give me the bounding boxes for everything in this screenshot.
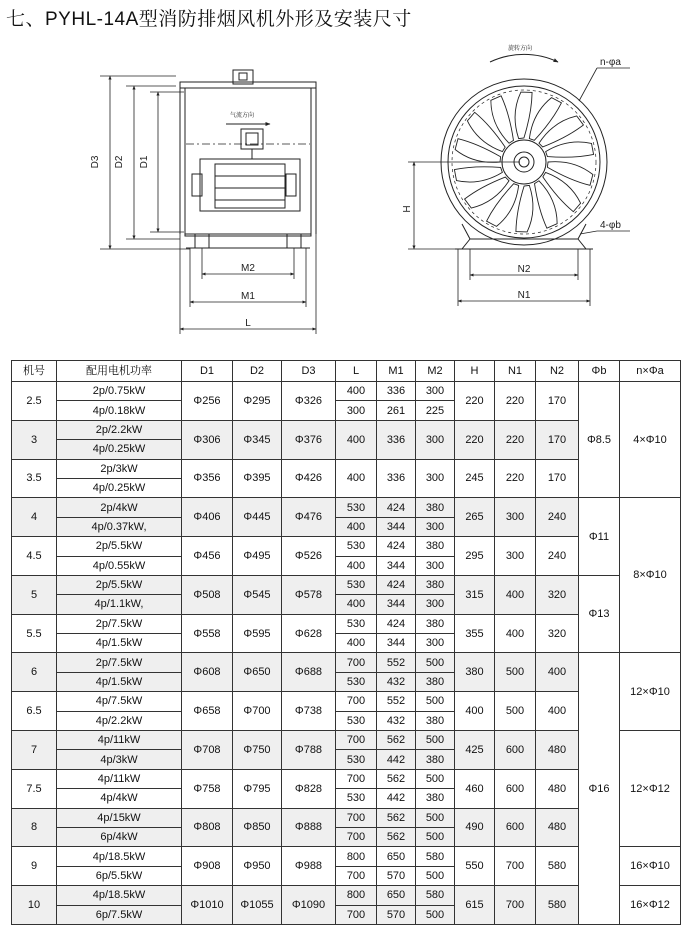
cell-m2: 500	[416, 653, 455, 672]
cell-l: 400	[336, 517, 377, 536]
cell-m2: 300	[416, 595, 455, 614]
cell-m2: 500	[416, 692, 455, 711]
cell-m2: 500	[416, 827, 455, 846]
cell-d1: Φ658	[182, 692, 233, 731]
cell-m1: 424	[377, 614, 416, 633]
cell-m2: 500	[416, 866, 455, 885]
cell-l: 800	[336, 886, 377, 905]
cell-d1: Φ908	[182, 847, 233, 886]
cell-n2: 320	[536, 575, 579, 614]
cell-d3: Φ526	[282, 537, 336, 576]
cell-model: 8	[12, 808, 57, 847]
cell-n-phi-a: 12×Φ12	[620, 731, 681, 847]
cell-n2: 320	[536, 614, 579, 653]
cell-m1: 570	[377, 866, 416, 885]
cell-model: 9	[12, 847, 57, 886]
cell-n2: 580	[536, 886, 579, 925]
cell-model: 7.5	[12, 769, 57, 808]
cell-m2: 380	[416, 711, 455, 730]
cell-m1: 552	[377, 653, 416, 672]
cell-n2: 170	[536, 459, 579, 498]
cell-n2: 580	[536, 847, 579, 886]
cell-m2: 500	[416, 731, 455, 750]
column-header: D2	[233, 361, 282, 382]
cell-m1: 562	[377, 731, 416, 750]
cell-n2: 480	[536, 731, 579, 770]
cell-n1: 220	[495, 459, 536, 498]
cell-n1: 500	[495, 653, 536, 692]
cell-m1: 424	[377, 498, 416, 517]
cell-d3: Φ1090	[282, 886, 336, 925]
cell-n1: 700	[495, 886, 536, 925]
cell-d2: Φ1055	[233, 886, 282, 925]
cell-motor-power: 6p/4kW	[57, 827, 182, 846]
cell-l: 530	[336, 537, 377, 556]
cell-l: 300	[336, 401, 377, 420]
cell-motor-power: 2p/2.2kW	[57, 420, 182, 439]
cell-model: 2.5	[12, 382, 57, 421]
table-header-row	[12, 361, 681, 382]
cell-n1: 300	[495, 498, 536, 537]
cell-motor-power: 4p/1.5kW	[57, 672, 182, 691]
cell-d2: Φ950	[233, 847, 282, 886]
cell-m2: 300	[416, 517, 455, 536]
cell-n2: 480	[536, 769, 579, 808]
cell-motor-power: 4p/1.5kW	[57, 634, 182, 653]
cell-m1: 432	[377, 711, 416, 730]
cell-motor-power: 4p/2.2kW	[57, 711, 182, 730]
cell-l: 400	[336, 556, 377, 575]
cell-m1: 570	[377, 905, 416, 924]
impeller-blade	[516, 185, 533, 232]
dim-label-d1: D1	[139, 155, 150, 169]
cell-phi-b: Φ8.5	[579, 382, 620, 498]
column-header: H	[455, 361, 495, 382]
cell-m1: 562	[377, 769, 416, 788]
cell-n1: 600	[495, 769, 536, 808]
cell-phi-b: Φ16	[579, 653, 620, 924]
cell-d3: Φ888	[282, 808, 336, 847]
motor-box	[241, 129, 263, 149]
cell-phi-b: Φ13	[579, 575, 620, 653]
cell-m2: 500	[416, 905, 455, 924]
cell-l: 700	[336, 692, 377, 711]
cell-n1: 400	[495, 614, 536, 653]
cell-m2: 300	[416, 556, 455, 575]
cell-n1: 500	[495, 692, 536, 731]
cell-l: 400	[336, 382, 377, 401]
cell-model: 4	[12, 498, 57, 537]
cell-h: 315	[455, 575, 495, 614]
dim-label-h: H	[402, 205, 413, 213]
cell-model: 10	[12, 886, 57, 925]
cell-m1: 344	[377, 517, 416, 536]
cell-model: 6.5	[12, 692, 57, 731]
cell-d2: Φ795	[233, 769, 282, 808]
cell-m1: 261	[377, 401, 416, 420]
cell-model: 6	[12, 653, 57, 692]
cell-model: 3.5	[12, 459, 57, 498]
cell-d3: Φ988	[282, 847, 336, 886]
cell-l: 700	[336, 653, 377, 672]
cell-d3: Φ628	[282, 614, 336, 653]
column-header: D1	[182, 361, 233, 382]
cell-l: 530	[336, 672, 377, 691]
cell-m1: 336	[377, 459, 416, 498]
cell-d1: Φ508	[182, 575, 233, 614]
cell-l: 530	[336, 711, 377, 730]
cell-motor-power: 4p/0.18kW	[57, 401, 182, 420]
cell-h: 615	[455, 886, 495, 925]
dim-label-d3: D3	[90, 155, 101, 169]
column-header: D3	[282, 361, 336, 382]
column-header: 机号	[12, 361, 57, 382]
cell-n-phi-a: 16×Φ10	[620, 847, 681, 886]
cell-m2: 380	[416, 614, 455, 633]
table-body	[12, 382, 681, 925]
cell-l: 400	[336, 634, 377, 653]
cell-h: 245	[455, 459, 495, 498]
cell-n1: 400	[495, 575, 536, 614]
cell-n2: 480	[536, 808, 579, 847]
cell-motor-power: 2p/5.5kW	[57, 575, 182, 594]
table-row	[12, 653, 681, 672]
cell-d1: Φ808	[182, 808, 233, 847]
cell-m2: 380	[416, 537, 455, 556]
column-header: N1	[495, 361, 536, 382]
cell-l: 700	[336, 731, 377, 750]
cell-l: 800	[336, 847, 377, 866]
cell-m1: 336	[377, 420, 416, 459]
cell-n-phi-a: 4×Φ10	[620, 382, 681, 498]
cell-h: 460	[455, 769, 495, 808]
table-row	[12, 382, 681, 401]
cell-m2: 225	[416, 401, 455, 420]
table-row	[12, 575, 681, 594]
cell-d3: Φ688	[282, 653, 336, 692]
cell-l: 700	[336, 769, 377, 788]
cell-d2: Φ700	[233, 692, 282, 731]
cell-motor-power: 4p/0.25kW	[57, 478, 182, 497]
cell-l: 700	[336, 827, 377, 846]
dim-label-d2: D2	[114, 155, 125, 169]
cell-m2: 380	[416, 789, 455, 808]
cell-d2: Φ295	[233, 382, 282, 421]
cell-l: 700	[336, 905, 377, 924]
cell-motor-power: 4p/0.37kW,	[57, 517, 182, 536]
column-header: Φb	[579, 361, 620, 382]
cell-m2: 500	[416, 808, 455, 827]
cell-m1: 562	[377, 827, 416, 846]
table-row	[12, 498, 681, 517]
cell-m2: 300	[416, 459, 455, 498]
cell-h: 265	[455, 498, 495, 537]
cell-motor-power: 2p/7.5kW	[57, 614, 182, 633]
cell-motor-power: 4p/0.55kW	[57, 556, 182, 575]
cell-n2: 400	[536, 692, 579, 731]
cell-motor-power: 2p/3kW	[57, 459, 182, 478]
cell-model: 5.5	[12, 614, 57, 653]
cell-m1: 432	[377, 672, 416, 691]
cell-d3: Φ828	[282, 769, 336, 808]
cell-n1: 600	[495, 808, 536, 847]
cell-d1: Φ558	[182, 614, 233, 653]
cell-m1: 552	[377, 692, 416, 711]
dim-label-m2: M2	[241, 263, 255, 274]
cell-l: 530	[336, 614, 377, 633]
cell-n-phi-a: 16×Φ12	[620, 886, 681, 925]
dim-label-4-phi-b: 4-φb	[600, 220, 621, 231]
impeller-blade	[515, 92, 532, 139]
cell-d2: Φ595	[233, 614, 282, 653]
cell-d3: Φ326	[282, 382, 336, 421]
cell-d1: Φ406	[182, 498, 233, 537]
cell-n1: 300	[495, 537, 536, 576]
dimension-table	[11, 360, 681, 925]
dim-label-l: L	[245, 318, 251, 329]
cell-n1: 220	[495, 382, 536, 421]
cell-n2: 170	[536, 420, 579, 459]
cell-d3: Φ376	[282, 420, 336, 459]
cell-d2: Φ345	[233, 420, 282, 459]
cell-m2: 500	[416, 769, 455, 788]
cell-n-phi-a: 12×Φ10	[620, 653, 681, 731]
cell-motor-power: 4p/18.5kW	[57, 847, 182, 866]
cell-m1: 650	[377, 847, 416, 866]
cell-model: 4.5	[12, 537, 57, 576]
cell-d2: Φ395	[233, 459, 282, 498]
dim-label-n2: N2	[517, 264, 531, 275]
cell-h: 400	[455, 692, 495, 731]
cell-m1: 344	[377, 595, 416, 614]
cell-h: 220	[455, 382, 495, 421]
cell-d1: Φ356	[182, 459, 233, 498]
cell-n2: 170	[536, 382, 579, 421]
impeller-blade	[546, 142, 594, 157]
cell-m2: 300	[416, 634, 455, 653]
cell-m1: 442	[377, 750, 416, 769]
cell-d1: Φ456	[182, 537, 233, 576]
cell-h: 425	[455, 731, 495, 770]
cell-m1: 424	[377, 537, 416, 556]
cell-d2: Φ545	[233, 575, 282, 614]
cell-n2: 240	[536, 498, 579, 537]
column-header: n×Φa	[620, 361, 681, 382]
cell-d1: Φ256	[182, 382, 233, 421]
cell-d3: Φ788	[282, 731, 336, 770]
cell-l: 530	[336, 750, 377, 769]
impeller-blade	[454, 167, 502, 182]
column-header: M1	[377, 361, 416, 382]
cell-d3: Φ738	[282, 692, 336, 731]
cell-motor-power: 4p/11kW	[57, 731, 182, 750]
cell-h: 295	[455, 537, 495, 576]
cell-h: 355	[455, 614, 495, 653]
cell-h: 550	[455, 847, 495, 886]
cell-n2: 400	[536, 653, 579, 692]
cell-motor-power: 4p/4kW	[57, 789, 182, 808]
cell-m2: 380	[416, 498, 455, 517]
cell-m2: 300	[416, 382, 455, 401]
cell-m2: 380	[416, 750, 455, 769]
cell-d1: Φ708	[182, 731, 233, 770]
cell-motor-power: 4p/3kW	[57, 750, 182, 769]
cell-m2: 300	[416, 420, 455, 459]
cell-model: 7	[12, 731, 57, 770]
cell-d1: Φ758	[182, 769, 233, 808]
cell-d2: Φ445	[233, 498, 282, 537]
cell-m2: 380	[416, 575, 455, 594]
cell-motor-power: 4p/15kW	[57, 808, 182, 827]
cell-l: 400	[336, 595, 377, 614]
column-header: L	[336, 361, 377, 382]
cell-h: 380	[455, 653, 495, 692]
cell-d1: Φ306	[182, 420, 233, 459]
cell-motor-power: 4p/0.25kW	[57, 440, 182, 459]
cell-motor-power: 2p/0.75kW	[57, 382, 182, 401]
cell-l: 400	[336, 420, 377, 459]
cell-m1: 344	[377, 556, 416, 575]
cell-l: 400	[336, 459, 377, 498]
cell-m1: 442	[377, 789, 416, 808]
cell-n1: 220	[495, 420, 536, 459]
cell-d1: Φ1010	[182, 886, 233, 925]
cell-m2: 580	[416, 886, 455, 905]
cell-m2: 380	[416, 672, 455, 691]
column-header: 配用电机功率	[57, 361, 182, 382]
cell-motor-power: 2p/4kW	[57, 498, 182, 517]
cell-h: 220	[455, 420, 495, 459]
side-view	[180, 70, 316, 248]
cell-n-phi-a: 8×Φ10	[620, 498, 681, 653]
cell-l: 530	[336, 575, 377, 594]
cell-d3: Φ426	[282, 459, 336, 498]
cell-d3: Φ578	[282, 575, 336, 614]
cell-motor-power: 6p/5.5kW	[57, 866, 182, 885]
cell-motor-power: 4p/1.1kW,	[57, 595, 182, 614]
dim-label-n-phi-a: n-φa	[600, 57, 621, 68]
cell-l: 530	[336, 498, 377, 517]
cell-l: 700	[336, 808, 377, 827]
cell-n1: 600	[495, 731, 536, 770]
cell-model: 5	[12, 575, 57, 614]
cell-m2: 580	[416, 847, 455, 866]
cell-d2: Φ850	[233, 808, 282, 847]
cell-d3: Φ476	[282, 498, 336, 537]
cell-m1: 344	[377, 634, 416, 653]
dim-label-n1: N1	[517, 290, 531, 301]
cell-n1: 700	[495, 847, 536, 886]
airflow-label: 气流方向	[230, 112, 255, 119]
rotation-label: 旋转方向	[508, 45, 533, 52]
fan-dimension-drawing	[0, 34, 693, 346]
cell-d2: Φ650	[233, 653, 282, 692]
cell-m1: 650	[377, 886, 416, 905]
cell-m1: 424	[377, 575, 416, 594]
cell-motor-power: 2p/7.5kW	[57, 653, 182, 672]
cell-model: 3	[12, 420, 57, 459]
cell-h: 490	[455, 808, 495, 847]
column-header: M2	[416, 361, 455, 382]
page-title: 七、PYHL-14A型消防排烟风机外形及安装尺寸	[6, 9, 412, 30]
cell-d2: Φ750	[233, 731, 282, 770]
cell-motor-power: 4p/11kW	[57, 769, 182, 788]
cell-d1: Φ608	[182, 653, 233, 692]
cell-m1: 562	[377, 808, 416, 827]
cell-phi-b: Φ11	[579, 498, 620, 576]
cell-motor-power: 4p/7.5kW	[57, 692, 182, 711]
cell-motor-power: 6p/7.5kW	[57, 905, 182, 924]
cell-d2: Φ495	[233, 537, 282, 576]
cell-m1: 336	[377, 382, 416, 401]
cell-motor-power: 4p/18.5kW	[57, 886, 182, 905]
cell-n2: 240	[536, 537, 579, 576]
cell-l: 530	[336, 789, 377, 808]
column-header: N2	[536, 361, 579, 382]
cell-motor-power: 2p/5.5kW	[57, 537, 182, 556]
dim-label-m1: M1	[241, 291, 255, 302]
cell-l: 700	[336, 866, 377, 885]
